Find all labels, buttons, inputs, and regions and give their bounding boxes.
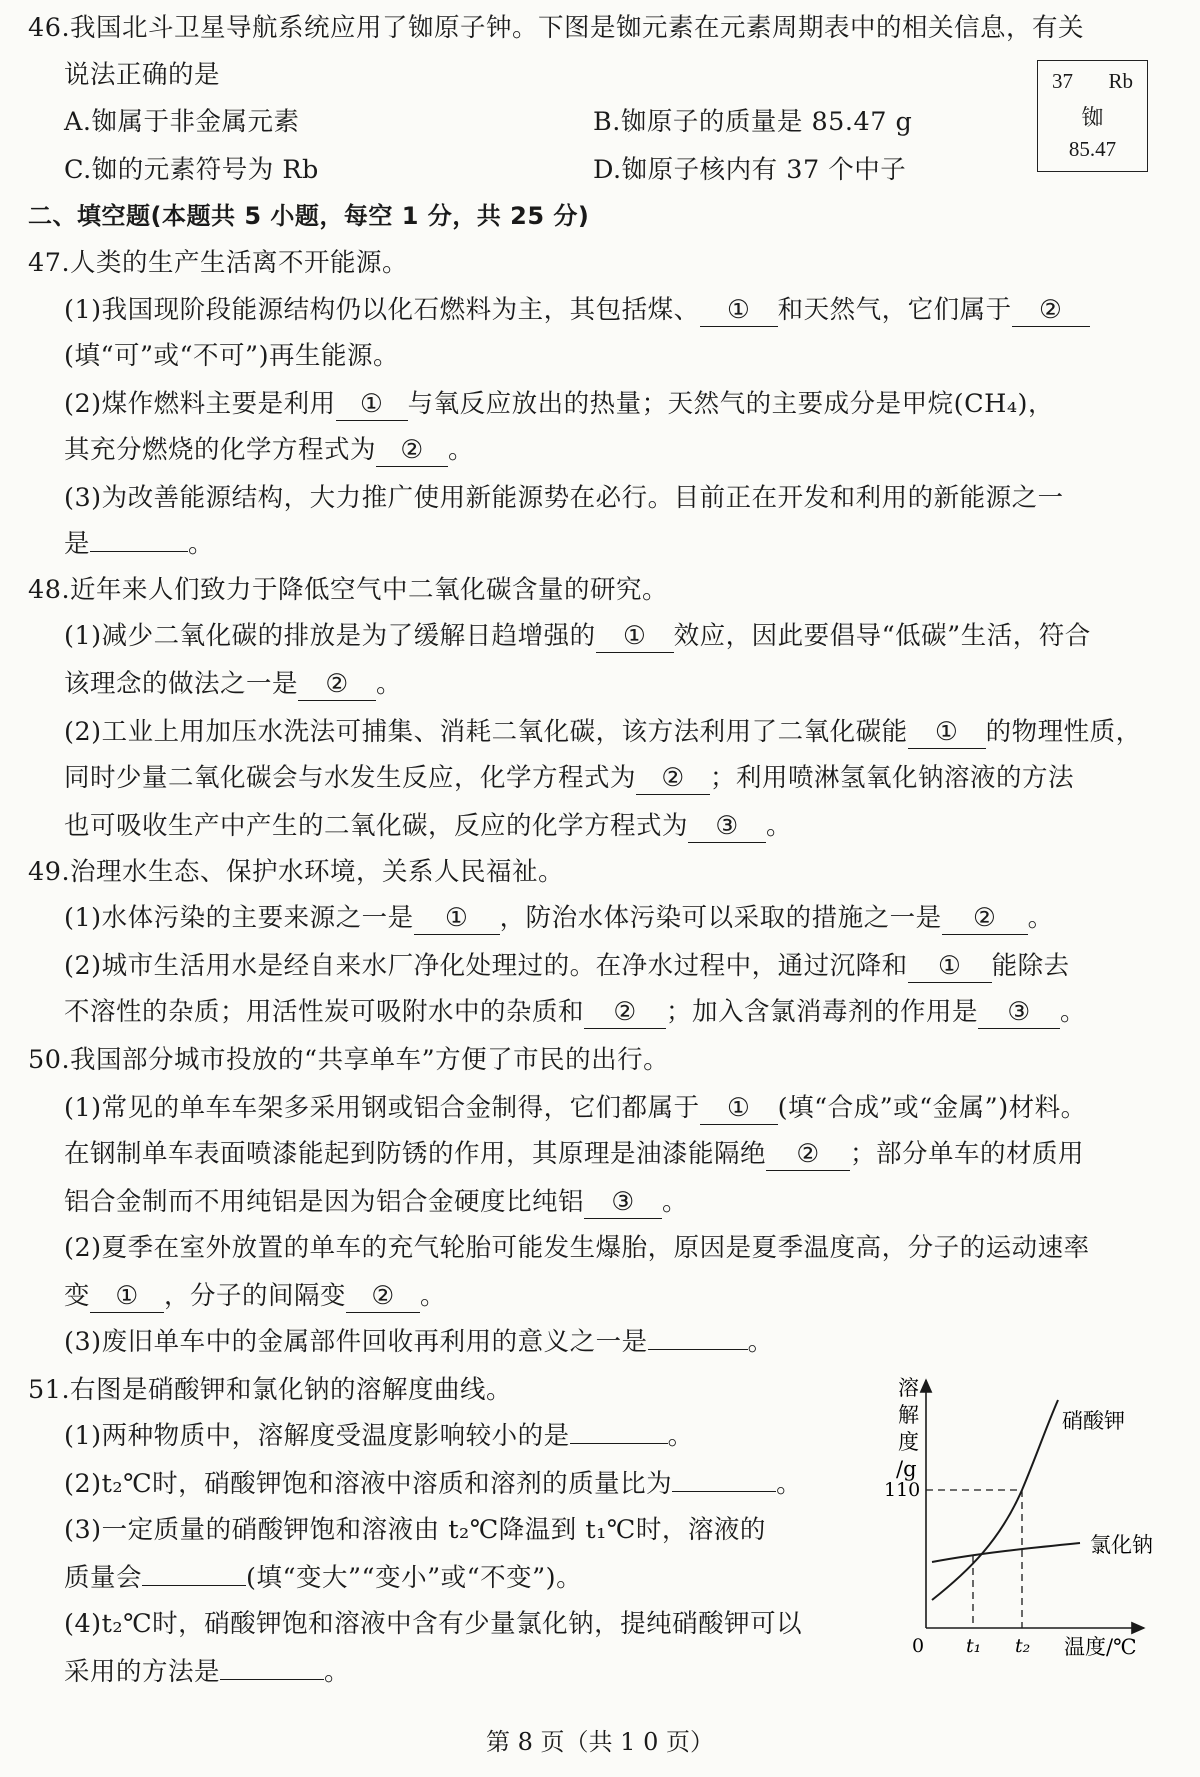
blank-q47-2-1[interactable]: ① <box>336 388 408 421</box>
blank-q47-3[interactable] <box>90 551 188 552</box>
text: 。 <box>766 811 793 841</box>
text: 不溶性的杂质；用活性炭可吸附水中的杂质和 <box>64 997 585 1027</box>
blank-q51-1[interactable] <box>570 1443 668 1444</box>
text: (2)城市生活用水是经自来水厂净化处理过的。在净水过程中，通过沉降和 <box>64 951 908 981</box>
text: 其充分燃烧的化学方程式为 <box>64 435 377 465</box>
blank-q51-3[interactable] <box>142 1585 246 1586</box>
text: ；利用喷淋氢氧化钠溶液的方法 <box>710 763 1075 793</box>
q48-part1-line2 <box>64 664 402 704</box>
text: 能除去 <box>991 951 1070 981</box>
text: (2)工业上用加压水洗法可捕集、消耗二氧化碳，该方法利用了二氧化碳能 <box>64 717 908 747</box>
text: ；加入含氯消毒剂的作用是 <box>666 997 979 1027</box>
text: 效应，因此要倡导“低碳”生活，符合 <box>673 621 1091 651</box>
q47-part2-line2 <box>64 430 474 470</box>
element-symbol: Rb <box>1108 69 1133 93</box>
blank-q49-1-1[interactable]: ① <box>414 902 500 935</box>
x-tick-t2: t₂ <box>1015 1635 1031 1657</box>
text: 。 <box>667 1421 694 1451</box>
q46-option-b: B.铷原子的质量是 85.47 g <box>593 107 913 137</box>
y-label-2: 解 <box>898 1403 919 1427</box>
text: (1)我国现阶段能源结构仍以化石燃料为主，其包括煤、 <box>64 295 700 325</box>
text: 的物理性质， <box>985 717 1142 747</box>
q47-part3-line1: (3)为改善能源结构，大力推广使用新能源势在必行。目前正在开发和利用的新能源之一 <box>64 483 1064 513</box>
text: 。 <box>448 435 475 465</box>
text: (1)两种物质中，溶解度受温度影响较小的是 <box>64 1421 570 1451</box>
blank-q48-1-2[interactable]: ② <box>298 668 376 701</box>
q51-part4-line1: (4)t₂℃时，硝酸钾饱和溶液中含有少量氯化钠，提纯硝酸钾可以 <box>64 1609 803 1639</box>
x-tick-t1: t₁ <box>966 1635 982 1657</box>
element-mass: 85.47 <box>1068 137 1117 161</box>
q51-part1 <box>64 1416 694 1456</box>
q51-part4-line2 <box>64 1652 350 1692</box>
q46-stem-line1: 46.我国北斗卫星导航系统应用了铷原子钟。下图是铷元素在元素周期表中的相关信息，有关 <box>28 13 1085 43</box>
q51-stem: 51.右图是硝酸钾和氯化钠的溶解度曲线。 <box>28 1375 513 1405</box>
text: (2)t₂℃时，硝酸钾饱和溶液中溶质和溶剂的质量比为 <box>64 1469 673 1499</box>
blank-q49-2-3[interactable]: ③ <box>978 996 1060 1029</box>
q50-part2-line1: (2)夏季在室外放置的单车的充气轮胎可能发生爆胎，原因是夏季温度高，分子的运动速率 <box>64 1233 1090 1263</box>
text: (3)废旧单车中的金属部件回收再利用的意义之一是 <box>64 1327 648 1357</box>
text: (2)煤作燃料主要是利用 <box>64 389 336 419</box>
solubility-curve-diagram <box>880 1360 1180 1665</box>
q50-part2-line2 <box>64 1276 446 1316</box>
q50-part1-line3 <box>64 1182 688 1222</box>
text: ，防治水体污染可以采取的措施之一是 <box>499 903 942 933</box>
q51-part2 <box>64 1464 802 1504</box>
q50-part3 <box>64 1322 774 1362</box>
nacl-curve <box>932 1543 1080 1562</box>
text: 铝合金制而不用纯铝是因为铝合金硬度比纯铝 <box>64 1187 585 1217</box>
text: (1)水体污染的主要来源之一是 <box>64 903 414 933</box>
q47-part3-line2 <box>64 524 214 564</box>
q47-part1-line2: (填“可”或“不可”)再生能源。 <box>64 341 400 371</box>
origin-label: 0 <box>912 1635 925 1657</box>
q51-part3-line1: (3)一定质量的硝酸钾饱和溶液由 t₂℃降温到 t₁℃时，溶液的 <box>64 1515 766 1545</box>
y-label-4: /g <box>896 1457 917 1481</box>
blank-q50-1-3[interactable]: ③ <box>584 1186 662 1219</box>
text: 。 <box>324 1657 351 1687</box>
text: 。 <box>188 529 215 559</box>
q46-stem-line2: 说法正确的是 <box>64 60 221 90</box>
q50-stem: 50.我国部分城市投放的“共享单车”方便了市民的出行。 <box>28 1045 670 1075</box>
text: 采用的方法是 <box>64 1657 221 1687</box>
blank-q47-1-1[interactable]: ① <box>700 294 778 327</box>
blank-q48-2-3[interactable]: ③ <box>688 810 766 843</box>
text: 变 <box>64 1281 91 1311</box>
text: ；部分单车的材质用 <box>850 1139 1085 1169</box>
blank-q50-1-2[interactable]: ② <box>766 1138 850 1171</box>
q49-part1 <box>64 898 1054 938</box>
blank-q49-1-2[interactable]: ② <box>942 902 1028 935</box>
q48-part1-line1 <box>64 616 1091 656</box>
q49-stem: 49.治理水生态、保护水环境，关系人民福祉。 <box>28 857 565 887</box>
element-number: 37 <box>1052 69 1073 93</box>
text: 和天然气，它们属于 <box>777 295 1012 325</box>
q48-stem: 48.近年来人们致力于降低空气中二氧化碳含量的研究。 <box>28 575 669 605</box>
text: 该理念的做法之一是 <box>64 669 299 699</box>
text: 。 <box>662 1187 689 1217</box>
element-card-rubidium <box>1037 60 1148 172</box>
y-label-3: 度 <box>898 1430 919 1454</box>
q48-part2-line2 <box>64 758 1074 798</box>
text: 。 <box>1027 903 1054 933</box>
element-name: 铷 <box>1081 105 1104 130</box>
page-footer: 第 8 页（共 1 0 页） <box>486 1728 714 1756</box>
blank-q48-1-1[interactable]: ① <box>596 620 674 653</box>
x-label: 温度/℃ <box>1064 1635 1137 1659</box>
text: 在钢制单车表面喷漆能起到防锈的作用，其原理是油漆能隔绝 <box>64 1139 767 1169</box>
blank-q50-2-1[interactable]: ① <box>90 1280 164 1313</box>
kno3-label: 硝酸钾 <box>1062 1409 1125 1433</box>
blank-q50-1-1[interactable]: ① <box>700 1092 778 1125</box>
y-tick-110: 110 <box>884 1479 921 1501</box>
y-label-1: 溶 <box>898 1376 919 1400</box>
text: 。 <box>1060 997 1087 1027</box>
section-heading: 二、填空题(本题共 5 小题，每空 1 分，共 25 分) <box>28 202 590 230</box>
text: 与氧反应放出的热量；天然气的主要成分是甲烷(CH₄)， <box>407 389 1054 419</box>
text: (1)减少二氧化碳的排放是为了缓解日趋增强的 <box>64 621 596 651</box>
blank-q49-2-1[interactable]: ① <box>908 950 992 983</box>
text: 也可吸收生产中产生的二氧化碳，反应的化学方程式为 <box>64 811 689 841</box>
q46-option-d: D.铷原子核内有 37 个中子 <box>593 155 907 185</box>
text: 。 <box>420 1281 447 1311</box>
text: (填“变大”“变小”或“不变”)。 <box>246 1563 583 1593</box>
q47-part2-line1 <box>64 384 1054 424</box>
text: ，分子的间隔变 <box>164 1281 347 1311</box>
blank-q50-3[interactable] <box>648 1349 748 1350</box>
text: (填“合成”或“金属”)材料。 <box>777 1093 1087 1123</box>
blank-q48-2-2[interactable]: ② <box>636 762 710 795</box>
q51-part3-line2 <box>64 1558 582 1598</box>
blank-q51-2[interactable] <box>672 1491 776 1492</box>
q48-part2-line1 <box>64 712 1142 752</box>
blank-q48-2-1[interactable]: ① <box>908 716 986 749</box>
text: 。 <box>376 669 403 699</box>
blank-q47-2-2[interactable]: ② <box>376 434 448 467</box>
text: 。 <box>747 1327 774 1357</box>
blank-q49-2-2[interactable]: ② <box>584 996 666 1029</box>
kno3-curve <box>932 1400 1058 1600</box>
q49-part2-line1 <box>64 946 1070 986</box>
q50-part1-line2 <box>64 1134 1084 1174</box>
q47-part1-line1 <box>64 290 1090 330</box>
blank-q51-4[interactable] <box>220 1679 324 1680</box>
text: 同时少量二氧化碳会与水发生反应，化学方程式为 <box>64 763 637 793</box>
blank-q47-1-2[interactable]: ② <box>1012 294 1090 327</box>
blank-q50-2-2[interactable]: ② <box>346 1280 420 1313</box>
q48-part2-line3 <box>64 806 792 846</box>
q50-part1-line1 <box>64 1088 1087 1128</box>
text: 质量会 <box>64 1563 143 1593</box>
q46-option-a: A.铷属于非金属元素 <box>64 107 300 137</box>
text: 。 <box>776 1469 803 1499</box>
nacl-label: 氯化钠 <box>1090 1533 1153 1557</box>
q49-part2-line2 <box>64 992 1086 1032</box>
text: 是 <box>64 529 91 559</box>
q46-option-c: C.铷的元素符号为 Rb <box>64 155 319 185</box>
q47-stem: 47.人类的生产生活离不开能源。 <box>28 248 409 278</box>
text: (1)常见的单车车架多采用钢或铝合金制得，它们都属于 <box>64 1093 700 1123</box>
